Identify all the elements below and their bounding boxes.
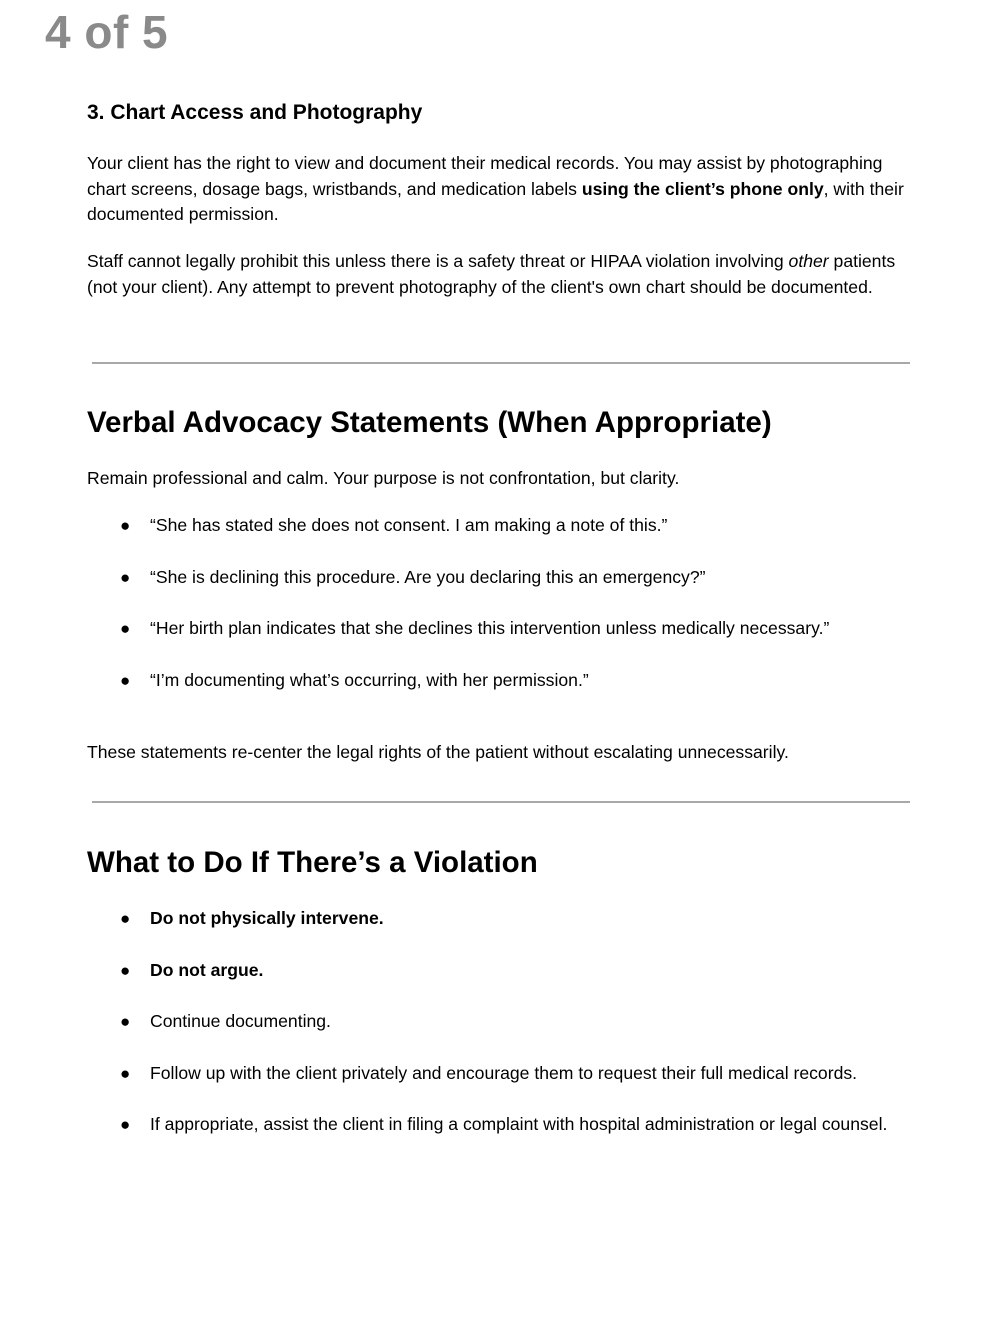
list-item [87,1009,917,1035]
violation-step-text: Do not physically intervene. [150,908,384,928]
violation-heading: What to Do If There’s a Violation [87,846,538,879]
list-item [87,1061,917,1087]
statement-text: “Her birth plan indicates that she declines this intervention unless medically necessary.” [150,618,830,638]
page-counter: 4 of 5 [45,6,169,58]
statement-text: “She is declining this procedure. Are you declaring this an emergency?” [150,566,706,587]
violation-step-text: If appropriate, assist the client in filing a complaint with hospital administration or legal counsel. [150,1114,888,1134]
chart-access-p1-text-a: Your client has the right to view and document their medical records. You may assist by photographing chart screens, dosage bags, wristbands, and medication labels [87,153,883,199]
list-item [87,668,917,694]
chart-access-p2-italic: other [788,251,829,271]
statement-text: “She has stated she does not consent. I am making a note of this.” [150,515,668,535]
list-item [87,513,917,539]
list-item [87,958,917,984]
section-divider [92,362,910,364]
bullet-icon: ● [120,1012,131,1031]
advocacy-statements-list [87,513,917,693]
statement-text: “I’m documenting what’s occurring, with her permission.” [150,669,589,690]
bullet-icon: ● [120,670,131,690]
chart-access-heading: 3. Chart Access and Photography [87,101,423,124]
list-item [87,565,917,591]
verbal-advocacy-heading: Verbal Advocacy Statements (When Appropriate) [87,406,772,439]
chart-access-paragraph-1 [87,151,917,228]
chart-access-p1-bold: using the client’s phone only [581,178,824,199]
section-divider [92,801,910,803]
violation-step-text: Follow up with the client privately and encourage them to request their full medical records. [150,1062,858,1083]
chart-access-p2-text-b: patients (not your client). Any attempt to prevent photography of the client's own chart should be documented. [87,251,896,297]
bullet-icon: ● [120,567,131,587]
list-item [87,616,917,642]
violation-step-text: Do not argue. [150,959,264,980]
bullet-icon: ● [120,516,131,535]
violation-steps-list [87,906,917,1138]
verbal-advocacy-intro [87,466,917,492]
list-item [87,906,917,932]
chart-access-p1-text-b: , with their documented permission. [87,178,904,224]
bullet-icon: ● [120,960,131,980]
list-item [87,1112,917,1138]
bullet-icon: ● [120,909,131,928]
chart-access-p2-text-a: Staff cannot legally prohibit this unless there is a safety threat or HIPAA violation involving [87,251,789,271]
chart-access-paragraph-2 [87,249,917,300]
violation-step-text: Continue documenting. [150,1011,331,1031]
verbal-advocacy-closing-text: These statements re-center the legal rights of the patient without escalating unnecessarily. [87,742,789,762]
bullet-icon: ● [120,619,131,638]
bullet-icon: ● [120,1115,131,1134]
bullet-icon: ● [120,1063,131,1083]
verbal-advocacy-intro-text: Remain professional and calm. Your purpose is not confrontation, but clarity. [87,468,680,488]
verbal-advocacy-closing [87,740,917,766]
